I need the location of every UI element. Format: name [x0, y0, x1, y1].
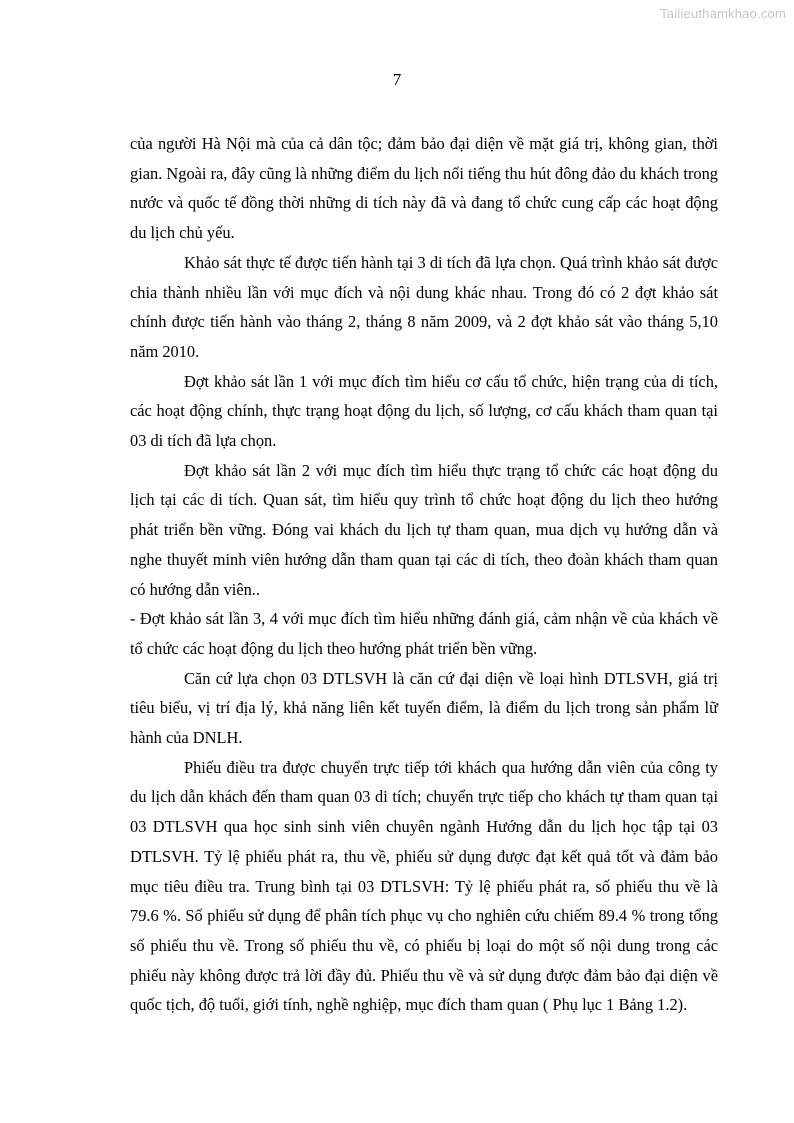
paragraph-3: Đợt khảo sát lần 1 với mục đích tìm hiểu cơ cấu tổ chức, hiện trạng của di tích, các hoạt động chính, thực trạng hoạt động du lịch, số lượng, cơ cấu khách tham quan tại 03 di tích đã lựa chọn.: [130, 371, 718, 451]
paragraph-6: Căn cứ lựa chọn 03 DTLSVH là căn cứ đại diện về loại hình DTLSVH, giá trị tiêu biểu, vị trí địa lý, khả năng liên kết tuyến điểm, là điểm du lịch trong sản phẩm lữ hành của DNLH.: [130, 668, 718, 748]
paragraph-7: Phiếu điều tra được chuyển trực tiếp tới khách qua hướng dẫn viên của công ty du lịch dẫn khách đến tham quan 03 di tích; chuyển trực tiếp cho khách tự tham quan tại 03 DTLSVH qua học sinh sinh viên chuyên ngành Hướng dẫn du lịch học tập tại 03 DTLSVH. Tỷ lệ phiếu phát ra, thu về, phiếu sử dụng được đạt kết quả tốt và đảm bảo mục tiêu điều tra. Trung bình tại 03 DTLSVH: Tỷ lệ phiếu phát ra, số phiếu thu về là 79.6 %. Số phiếu sử dụng để phân tích phục vụ cho nghiên cứu chiếm 89.4 % trong tổng số phiếu thu về. Trong số phiếu thu về, có phiếu bị loại do một số nội dung trong các phiếu này không được trả lời đầy đủ. Phiếu thu về và sử dụng được đảm bảo đại diện về quốc tịch, độ tuổi, giới tính, nghề nghiệp, mục đích tham quan ( Phụ lục 1 Bảng 1.2).: [130, 757, 718, 1015]
page-number: 7: [392, 70, 402, 89]
paragraph-5: - Đợt khảo sát lần 3, 4 với mục đích tìm hiểu những đánh giá, cảm nhận về của khách về tổ chức các hoạt động du lịch theo hướng phát triển bền vững.: [130, 609, 718, 658]
watermark: Tailieuthamkhao.com: [660, 6, 786, 21]
body-text: [130, 129, 718, 1020]
paragraph-1: của người Hà Nội mà của cả dân tộc; đảm bảo đại diện về mặt giá trị, không gian, thời gian. Ngoài ra, đây cũng là những điểm du lịch nổi tiếng thu hút đông đảo du khách trong nước và quốc tế đồng thời những di tích này đã và đang tổ chức cung cấp các hoạt động du lịch chủ yếu.: [130, 134, 718, 243]
paragraph-4: Đợt khảo sát lần 2 với mục đích tìm hiểu thực trạng tổ chức các hoạt động du lịch tại các di tích. Quan sát, tìm hiểu quy trình tổ chức hoạt động du lịch theo hướng phát triển bền vững. Đóng vai khách du lịch tự tham quan, mua dịch vụ hướng dẫn và nghe thuyết minh viên hướng dẫn tham quan tại các di tích, theo đoàn khách tham quan có hướng dẫn viên..: [130, 460, 718, 599]
paragraph-2: Khảo sát thực tế được tiến hành tại 3 di tích đã lựa chọn. Quá trình khảo sát được chia thành nhiều lần với mục đích và nội dung khác nhau. Trong đó có 2 đợt khảo sát chính được tiến hành vào tháng 2, tháng 8 năm 2009, và 2 đợt khảo sát vào tháng 5,10 năm 2010.: [130, 252, 718, 361]
